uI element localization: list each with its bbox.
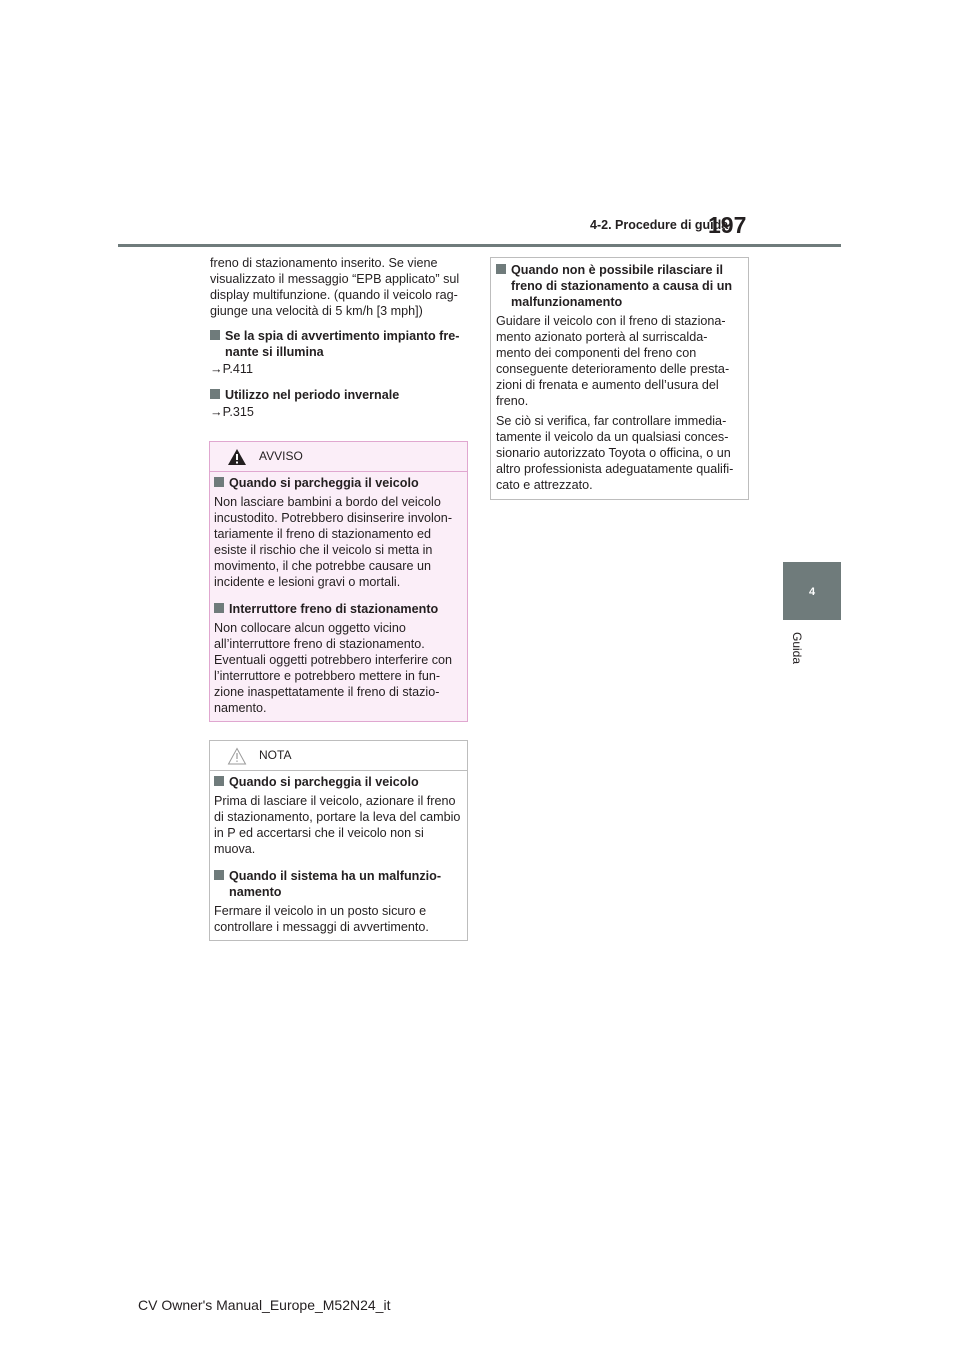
info-box-heading-text: Quando non è possibile rilasciare il freno di stazionamento a causa di un malfunzionamento: [511, 263, 733, 309]
warning-item-heading: [214, 601, 464, 617]
note-item-heading: [214, 868, 469, 900]
square-bullet-icon: [214, 870, 224, 880]
note-item-heading-text: Quando il sistema ha un malfunzio-namento: [229, 869, 442, 899]
square-bullet-icon: [210, 389, 220, 399]
note-box-title: NOTA: [259, 748, 292, 762]
chapter-label-text: Guida: [790, 632, 804, 665]
note-item-text: Prima di lasciare il veicolo, azionare il freno di stazionamento, portare la leva del cambio in P ed accertarsi che il veicolo non si muova.: [214, 794, 461, 856]
note-item-heading-text: Quando si parcheggia il veicolo: [229, 775, 419, 789]
page-reference-link[interactable]: →P.315: [210, 405, 254, 419]
info-box-paragraph: Se ciò si verifica, far controllare immedia-tamente il veicolo da un qualsiasi conces-sionario autorizzato Toyota o officina, o un altro professionista adeguatamente qualifi-cato e attrezzato.: [496, 414, 734, 492]
note-item-heading: [214, 774, 464, 790]
section-heading-text: Utilizzo nel periodo invernale: [225, 388, 400, 402]
page-reference-link[interactable]: →P.411: [210, 362, 253, 376]
note-box-header: [210, 741, 467, 771]
square-bullet-icon: [210, 330, 220, 340]
chapter-number: 4: [808, 586, 816, 598]
section-title: 4-2. Procedure di guida: [590, 218, 729, 232]
info-box-paragraph: Guidare il veicolo con il freno di staziona-mento azionato porterà al surriscalda-mento dei componenti del freno con conseguente deterioramento delle presta-zioni di frenata e aumento dell’usura del freno.: [496, 314, 730, 408]
section-heading-text: Se la spia di avvertimento impianto fre-nante si illumina: [225, 329, 460, 359]
header-rule: [118, 244, 841, 247]
warning-box-title: AVVISO: [259, 449, 303, 463]
warning-item-heading-text: Quando si parcheggia il veicolo: [229, 476, 419, 490]
square-bullet-icon: [214, 477, 224, 487]
warning-box-header: [210, 442, 467, 472]
caution-triangle-outline-icon: [227, 747, 247, 765]
section-heading-brake-warning: [210, 328, 483, 360]
warning-item-heading-text: Interruttore freno di stazionamento: [229, 602, 439, 616]
warning-item-heading: [214, 475, 464, 491]
section-heading-winter: [210, 387, 468, 403]
footer-document-id: CV Owner's Manual_Europe_M52N24_it: [138, 1297, 391, 1313]
warning-item-text: Non lasciare bambini a bordo del veicolo incustodito. Potrebbero disinserire involon-tariamente il freno di stazionamento ed esiste il rischio che il veicolo si metta in movimento, il che potrebbe causare un incidente e lesioni gravi o mortali.: [214, 495, 453, 589]
note-item-text: Fermare il veicolo in un posto sicuro e controllare i messaggi di avvertimento.: [214, 904, 429, 934]
square-bullet-icon: [214, 603, 224, 613]
info-box-heading: [496, 262, 757, 310]
intro-paragraph: freno di stazionamento inserito. Se viene visualizzato il messaggio “EPB applicato” sul display multifunzione. (quando il veicolo rag-giunge una velocità di 5 km/h [3 mph]): [210, 256, 460, 318]
warning-triangle-icon: [227, 448, 247, 466]
square-bullet-icon: [496, 264, 506, 274]
chapter-label: [786, 632, 806, 674]
page-number: 197: [708, 212, 747, 238]
square-bullet-icon: [214, 776, 224, 786]
warning-item-text: Non collocare alcun oggetto vicino all’interruttore freno di stazionamento. Eventuali oggetti potrebbero interferire con l’interruttore e potrebbero mettere in fun-zione inaspettatamente il freno di stazio-namento.: [214, 621, 453, 715]
